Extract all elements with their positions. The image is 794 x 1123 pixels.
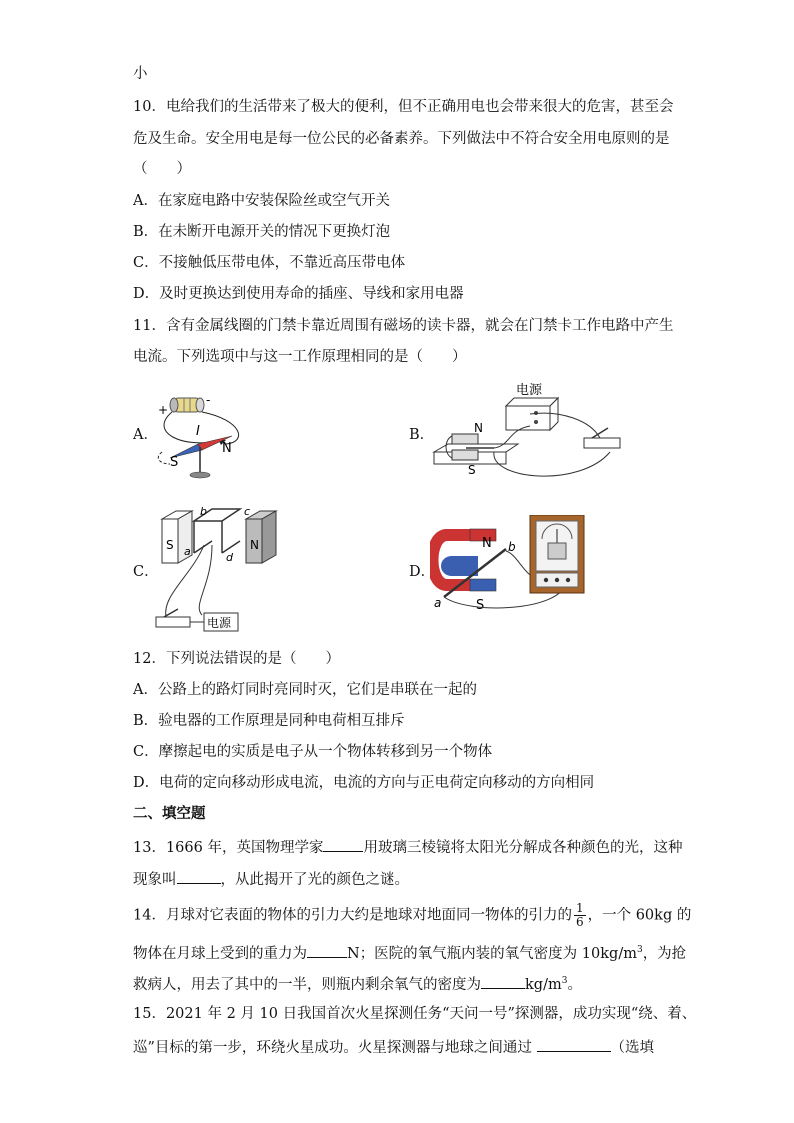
question-11-option-a[interactable]: A． bbox=[133, 427, 158, 443]
figure-d-n-label: N bbox=[482, 536, 492, 551]
fraction-denominator: 6 bbox=[575, 915, 584, 929]
question-13-text-3: ，从此揭开了光的颜色之谜。 bbox=[220, 872, 409, 888]
question-14-text-2: 物体在月球上受到的重力为 bbox=[133, 945, 307, 962]
question-14-blank-2[interactable] bbox=[481, 973, 525, 989]
question-12-option-d[interactable]: D．电荷的定向移动形成电流，电流的方向与正电荷定向移动的方向相同 bbox=[133, 775, 595, 791]
question-11-option-b[interactable]: B． bbox=[409, 427, 435, 443]
superscript: 3 bbox=[636, 945, 643, 955]
question-11-option-d[interactable]: D． bbox=[409, 564, 436, 580]
figure-a-minus: - bbox=[206, 393, 211, 407]
question-14-line-2 bbox=[133, 940, 686, 964]
section-heading-fill-blank: 二、填空题 bbox=[133, 805, 206, 822]
question-13-blank-1[interactable] bbox=[323, 836, 363, 852]
question-15-line-2 bbox=[133, 1036, 654, 1058]
question-10-option-d[interactable]: D．及时更换达到使用寿命的插座、导线和家用电器 bbox=[133, 286, 464, 302]
question-11-option-c[interactable]: C． bbox=[133, 564, 159, 580]
question-10-option-b[interactable]: B．在未断开电源开关的情况下更换灯泡 bbox=[133, 224, 391, 240]
question-10-option-c[interactable]: C．不接触低压带电体，不靠近高压带电体 bbox=[133, 255, 406, 271]
figure-a-current-label: I bbox=[196, 424, 200, 439]
question-12-option-b[interactable]: B．验电器的工作原理是同种电荷相互排斥 bbox=[133, 713, 405, 729]
question-10-stem-cont: 危及生命。安全用电是每一位公民的必备素养。下列做法中不符合安全用电原则的是 bbox=[133, 131, 670, 147]
figure-c-d-label: d bbox=[226, 551, 233, 564]
figure-b-s-label: S bbox=[468, 463, 476, 477]
figure-d-b-label: b bbox=[508, 540, 516, 554]
question-14-blank-1[interactable] bbox=[307, 942, 347, 958]
question-14-text-5: 救病人，用去了其中的一半，则瓶内剩余氧气的密度为 bbox=[133, 976, 481, 993]
figure-b-n-label: N bbox=[474, 421, 483, 435]
question-13-text-2: 现象叫 bbox=[133, 872, 177, 888]
question-14-text-6: kg/m bbox=[525, 976, 562, 993]
figure-c-b-label: b bbox=[200, 505, 207, 518]
question-11-stem-cont: 电流。下列选项中与这一工作原理相同的是（ ） bbox=[133, 349, 467, 365]
fraction-numerator: 1 bbox=[575, 901, 584, 915]
question-14-text-7: 。 bbox=[567, 976, 582, 993]
figure-d-a-label: a bbox=[434, 596, 442, 610]
question-10-brackets: （ ） bbox=[133, 161, 191, 177]
question-15-blank[interactable] bbox=[537, 1036, 611, 1052]
question-10-stem: 10．电给我们的生活带来了极大的便利，但不正确用电也会带来很大的危害，甚至会 bbox=[133, 99, 674, 115]
question-13-text-cont: 用玻璃三棱镜将太阳光分解成各种颜色的光，这种 bbox=[363, 840, 683, 856]
figure-a-plus: + bbox=[158, 403, 169, 417]
question-14-text-cont: ，一个 60kg 的 bbox=[587, 907, 692, 924]
fraction-one-sixth bbox=[574, 902, 586, 929]
figure-d-s-label: S bbox=[476, 598, 485, 613]
question-13-text: 13．1666 年，英国物理学家 bbox=[133, 840, 324, 856]
question-14-text-4: ，为抢 bbox=[642, 945, 687, 962]
superscript: 3 bbox=[561, 976, 568, 986]
figure-a-s-label: S bbox=[170, 455, 179, 470]
question-15-line-1: 15．2021 年 2 月 10 日我国首次火星探测任务“天问一号”探测器，成功实现“绕、着、 bbox=[133, 1006, 697, 1022]
figure-c-power-label: 电源 bbox=[207, 616, 232, 630]
question-14-line-1 bbox=[133, 902, 691, 929]
figure-c-motor-coil bbox=[152, 505, 282, 640]
question-14-line-3 bbox=[133, 971, 582, 995]
question-11-stem: 11．含有金属线圈的门禁卡靠近周围有磁场的读卡器，就会在门禁卡工作电路中产生 bbox=[133, 318, 674, 334]
question-14-text: 14．月球对它表面的物体的引力大约是地球对地面同一物体的引力的 bbox=[133, 907, 572, 924]
question-15-text-cont: （选填 bbox=[610, 1040, 655, 1056]
figure-c-s-label: S bbox=[166, 538, 174, 552]
question-15-text: 巡”目标的第一步，环绕火星成功。火星探测器与地球之间通过 bbox=[133, 1040, 532, 1056]
figure-a-solenoid-compass bbox=[152, 392, 262, 482]
question-10-option-a[interactable]: A．在家庭电路中安装保险丝或空气开关 bbox=[133, 193, 390, 209]
figure-d-magnet-galvanometer bbox=[430, 515, 615, 615]
question-13-line-2 bbox=[133, 868, 409, 890]
question-12-option-c[interactable]: C．摩擦起电的实质是电子从一个物体转移到另一个物体 bbox=[133, 744, 493, 760]
question-14-text-3: N；医院的氧气瓶内装的氧气密度为 10kg/m bbox=[347, 945, 637, 962]
question-12-stem: 12．下列说法错误的是（ ） bbox=[133, 651, 340, 667]
figure-c-a-label: a bbox=[184, 545, 191, 558]
figure-b-power-magnet bbox=[430, 380, 630, 492]
figure-c-c-label: c bbox=[244, 505, 251, 518]
question-13-blank-2[interactable] bbox=[177, 868, 221, 884]
question-12-option-a[interactable]: A．公路上的路灯同时亮同时灭，它们是串联在一起的 bbox=[133, 682, 477, 698]
figure-b-power-label: 电源 bbox=[516, 383, 543, 398]
text-line: 小 bbox=[133, 66, 148, 82]
figure-a-n-label: N bbox=[222, 441, 232, 456]
question-13-line-1 bbox=[133, 836, 682, 858]
figure-c-n-label: N bbox=[250, 538, 259, 552]
